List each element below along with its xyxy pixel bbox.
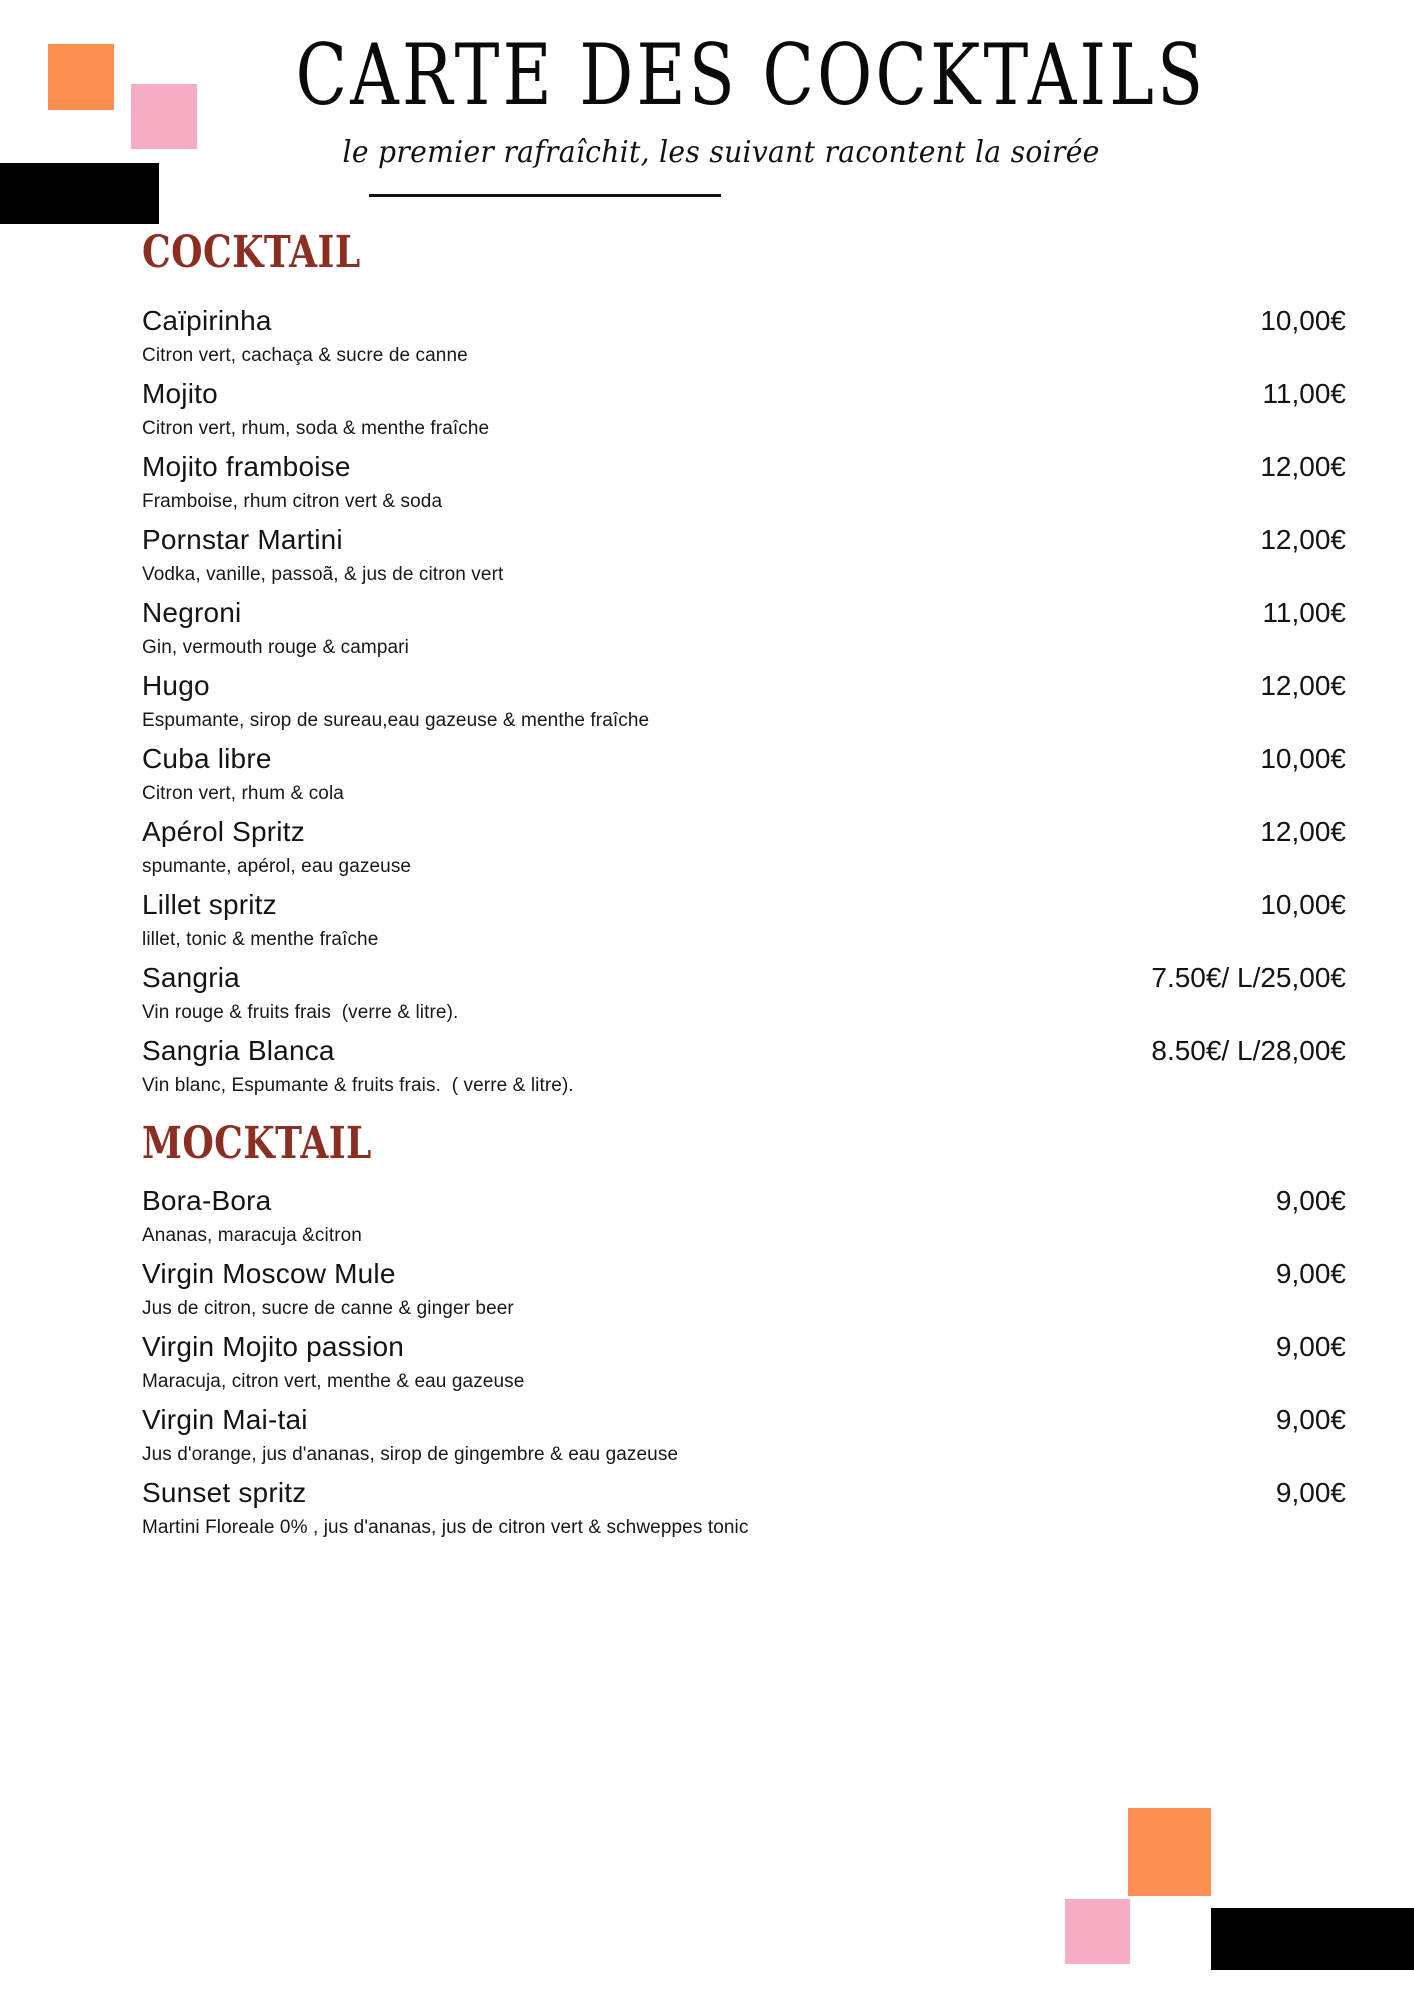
item-description: Vodka, vanille, passoã, & jus de citron vert — [142, 563, 504, 585]
item-price: 10,00€ — [1260, 304, 1346, 336]
item-name: Negroni — [142, 596, 242, 628]
menu-item[interactable] — [142, 743, 1346, 805]
item-name: Sunset spritz — [142, 1476, 307, 1508]
item-description: Citron vert, rhum, soda & menthe fraîche — [142, 417, 490, 439]
menu-item[interactable] — [142, 451, 1346, 513]
menu-item[interactable] — [142, 1331, 1346, 1393]
item-name: Virgin Mojito passion — [142, 1330, 405, 1362]
item-description: Citron vert, cachaça & sucre de canne — [142, 344, 468, 366]
menu-item[interactable] — [142, 378, 1346, 440]
item-name: Virgin Mai-tai — [142, 1403, 308, 1435]
item-description: lillet, tonic & menthe fraîche — [142, 928, 379, 950]
item-description: Vin blanc, Espumante & fruits frais. ( verre & litre). — [142, 1074, 574, 1096]
menu-item[interactable] — [142, 1477, 1346, 1539]
menu-item[interactable] — [142, 670, 1346, 732]
item-name: Mojito framboise — [142, 450, 351, 482]
item-price: 9,00€ — [1275, 1476, 1346, 1508]
item-price: 12,00€ — [1260, 815, 1346, 847]
item-price: 8.50€/ L/28,00€ — [1151, 1034, 1346, 1066]
item-description: Gin, vermouth rouge & campari — [142, 636, 409, 658]
page-title: CARTE DES COCKTAILS — [295, 26, 1207, 124]
item-name: Virgin Moscow Mule — [142, 1257, 396, 1289]
item-description: Vin rouge & fruits frais (verre & litre). — [142, 1001, 459, 1023]
item-price: 12,00€ — [1260, 523, 1346, 555]
item-name: Pornstar Martini — [142, 523, 343, 555]
item-price: 11,00€ — [1262, 596, 1346, 628]
item-name: Sangria Blanca — [142, 1034, 335, 1066]
item-description: Citron vert, rhum & cola — [142, 782, 344, 804]
item-description: Jus de citron, sucre de canne & ginger beer — [142, 1297, 514, 1319]
title-divider — [369, 194, 721, 197]
item-name: Bora-Bora — [142, 1184, 272, 1216]
item-price: 9,00€ — [1275, 1184, 1346, 1216]
decoration-black-bar-bottom — [1211, 1908, 1414, 1970]
section-heading-mocktail: MOCKTAIL — [142, 1117, 372, 1169]
menu-item[interactable] — [142, 524, 1346, 586]
item-description: Maracuja, citron vert, menthe & eau gazeuse — [142, 1370, 525, 1392]
decoration-pink-square-bottom — [1065, 1899, 1130, 1964]
item-name: Hugo — [142, 669, 210, 701]
item-price: 7.50€/ L/25,00€ — [1151, 961, 1346, 993]
item-name: Mojito — [142, 377, 218, 409]
item-name: Cuba libre — [142, 742, 272, 774]
menu-item[interactable] — [142, 1185, 1346, 1247]
item-description: Espumante, sirop de sureau,eau gazeuse & menthe fraîche — [142, 709, 650, 731]
item-description: Ananas, maracuja &citron — [142, 1224, 362, 1246]
item-name: Lillet spritz — [142, 888, 277, 920]
item-name: Sangria — [142, 961, 240, 993]
item-price: 12,00€ — [1260, 669, 1346, 701]
section-heading-cocktail: COCKTAIL — [142, 226, 361, 278]
item-price: 9,00€ — [1275, 1403, 1346, 1435]
menu-item[interactable] — [142, 816, 1346, 878]
item-price: 12,00€ — [1260, 450, 1346, 482]
menu-body — [0, 227, 1414, 1539]
item-price: 9,00€ — [1275, 1257, 1346, 1289]
menu-item[interactable] — [142, 1258, 1346, 1320]
menu-item[interactable] — [142, 889, 1346, 951]
menu-header — [0, 0, 1414, 197]
item-name: Apérol Spritz — [142, 815, 305, 847]
decoration-orange-square-bottom — [1128, 1808, 1211, 1896]
menu-item[interactable] — [142, 1404, 1346, 1466]
item-description: Martini Floreale 0% , jus d'ananas, jus de citron vert & schweppes tonic — [142, 1516, 749, 1538]
item-price: 10,00€ — [1260, 742, 1346, 774]
item-description: Jus d'orange, jus d'ananas, sirop de gingembre & eau gazeuse — [142, 1443, 679, 1465]
menu-item[interactable] — [142, 597, 1346, 659]
menu-item[interactable] — [142, 305, 1346, 367]
menu-item[interactable] — [142, 1035, 1346, 1097]
item-price: 10,00€ — [1260, 888, 1346, 920]
item-name: Caïpirinha — [142, 304, 272, 336]
menu-item[interactable] — [142, 962, 1346, 1024]
item-description: Framboise, rhum citron vert & soda — [142, 490, 443, 512]
page-subtitle: le premier rafraîchit, les suivant racontent la soirée — [342, 134, 1100, 170]
item-price: 11,00€ — [1262, 377, 1346, 409]
item-price: 9,00€ — [1275, 1330, 1346, 1362]
item-description: spumante, apérol, eau gazeuse — [142, 855, 412, 877]
